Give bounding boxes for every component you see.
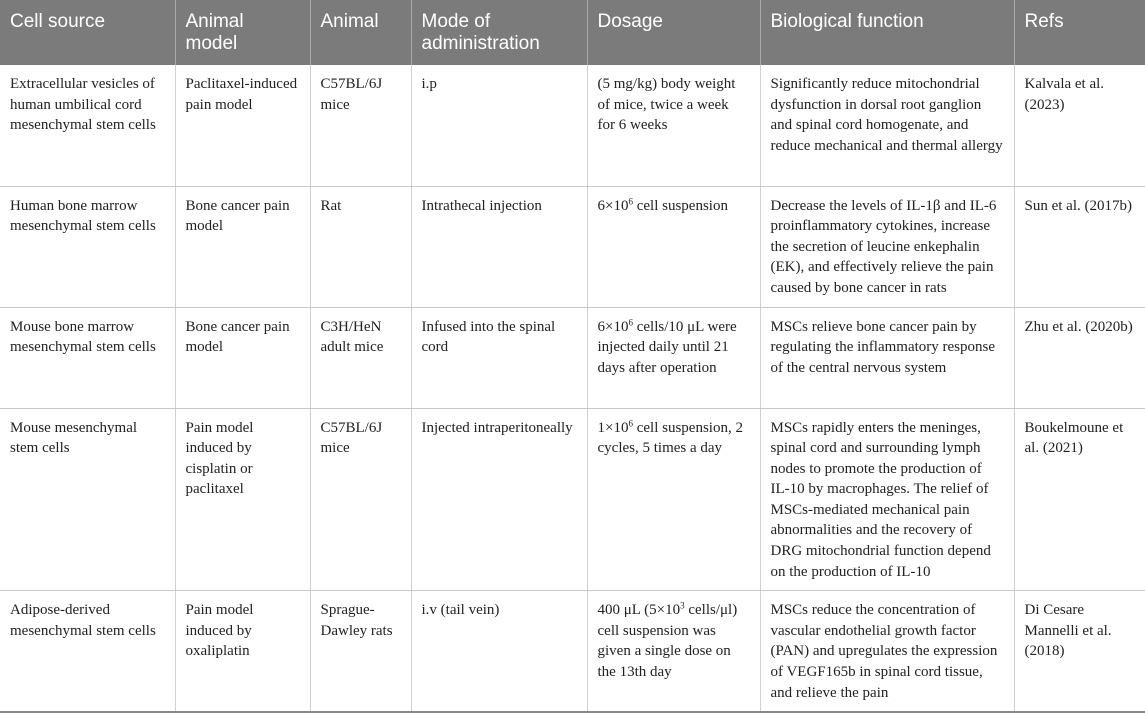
table-row	[0, 591, 1145, 712]
dosage-text: cells/μl) cell suspension was given a single dose on the 13th day	[597, 602, 738, 681]
cell-dosage	[587, 186, 760, 307]
dosage-exponent: 6	[628, 418, 633, 429]
cell-source: Adipose-derived mesenchymal stem cells	[0, 591, 175, 712]
cell-function: MSCs reduce the concentration of vascular endothelial growth factor (PAN) and upregulates the expression of VEGF165b in spinal cord tissue, and relieve the pain	[760, 591, 1014, 712]
table-row	[0, 65, 1145, 186]
dosage-text: 6×10	[597, 318, 629, 335]
cell-function: MSCs relieve bone cancer pain by regulating the inflammatory response of the central nervous system	[760, 307, 1014, 408]
cell-animal: C57BL/6J mice	[310, 65, 411, 186]
cell-animal: Sprague-Dawley rats	[310, 591, 411, 712]
cell-administration: Injected intraperitoneally	[411, 408, 587, 591]
cell-administration: Infused into the spinal cord	[411, 307, 587, 408]
cell-refs: Boukelmoune et al. (2021)	[1014, 408, 1145, 591]
header-refs: Refs	[1014, 0, 1145, 65]
cell-dosage	[587, 591, 760, 712]
dosage-exponent: 6	[628, 317, 633, 328]
cell-animal-model: Pain model induced by oxaliplatin	[175, 591, 310, 712]
cell-function: Significantly reduce mitochondrial dysfunction in dorsal root ganglion and spinal cord homogenate, and reduce mechanical and thermal allergy	[760, 65, 1014, 186]
cell-administration: i.v (tail vein)	[411, 591, 587, 712]
table-row	[0, 307, 1145, 408]
table-body	[0, 65, 1145, 712]
cell-refs: Zhu et al. (2020b)	[1014, 307, 1145, 408]
header-cell-source: Cell source	[0, 0, 175, 65]
cell-function: Decrease the levels of IL-1β and IL-6 proinflammatory cytokines, increase the secretion of leucine enkephalin (EK), and effectively relieve the pain caused by bone cancer in rats	[760, 186, 1014, 307]
cell-refs: Sun et al. (2017b)	[1014, 186, 1145, 307]
cell-function: MSCs rapidly enters the meninges, spinal cord and surrounding lymph nodes to promote the production of IL-10 by macrophages. The relief of MSCs-mediated mechanical pain abnormalities and the recovery of DRG mitochondrial function depend on the production of IL-10	[760, 408, 1014, 591]
cell-animal-model: Bone cancer pain model	[175, 186, 310, 307]
header-mode-of-administration: Mode of administration	[411, 0, 587, 65]
dosage-text: cell suspension, 2 cycles, 5 times a day	[597, 419, 743, 457]
dosage-text: cell suspension	[632, 197, 728, 214]
cell-animal: C3H/HeN adult mice	[310, 307, 411, 408]
cell-dosage: (5 mg/kg) body weight of mice, twice a week for 6 weeks	[587, 65, 760, 186]
dosage-exponent: 6	[628, 196, 633, 207]
cell-dosage	[587, 408, 760, 591]
cell-animal: Rat	[310, 186, 411, 307]
dosage-text: 6×10	[597, 197, 629, 214]
header-biological-function: Biological function	[760, 0, 1014, 65]
cell-source: Mouse bone marrow mesenchymal stem cells	[0, 307, 175, 408]
cell-animal-model: Pain model induced by cisplatin or paclitaxel	[175, 408, 310, 591]
header-animal-model: Animal model	[175, 0, 310, 65]
table-header	[0, 0, 1145, 65]
cell-animal: C57BL/6J mice	[310, 408, 411, 591]
cell-source: Extracellular vesicles of human umbilical cord mesenchymal stem cells	[0, 65, 175, 186]
header-animal: Animal	[310, 0, 411, 65]
cell-administration: i.p	[411, 65, 587, 186]
cell-administration: Intrathecal injection	[411, 186, 587, 307]
cell-animal-model: Bone cancer pain model	[175, 307, 310, 408]
cell-source: Mouse mesenchymal stem cells	[0, 408, 175, 591]
header-dosage: Dosage	[587, 0, 760, 65]
cell-dosage	[587, 307, 760, 408]
dosage-exponent: 3	[680, 600, 685, 611]
dosage-text: 1×10	[597, 419, 629, 436]
table-row	[0, 186, 1145, 307]
cell-refs: Di Cesare Mannelli et al. (2018)	[1014, 591, 1145, 712]
cell-refs: Kalvala et al. (2023)	[1014, 65, 1145, 186]
dosage-text: 400 μL (5×10	[597, 602, 681, 619]
table-row	[0, 408, 1145, 591]
cell-source: Human bone marrow mesenchymal stem cells	[0, 186, 175, 307]
dosage-text: cells/10 μL were injected daily until 21 days after operation	[597, 318, 737, 376]
cell-animal-model: Paclitaxel-induced pain model	[175, 65, 310, 186]
header-row	[0, 0, 1145, 65]
